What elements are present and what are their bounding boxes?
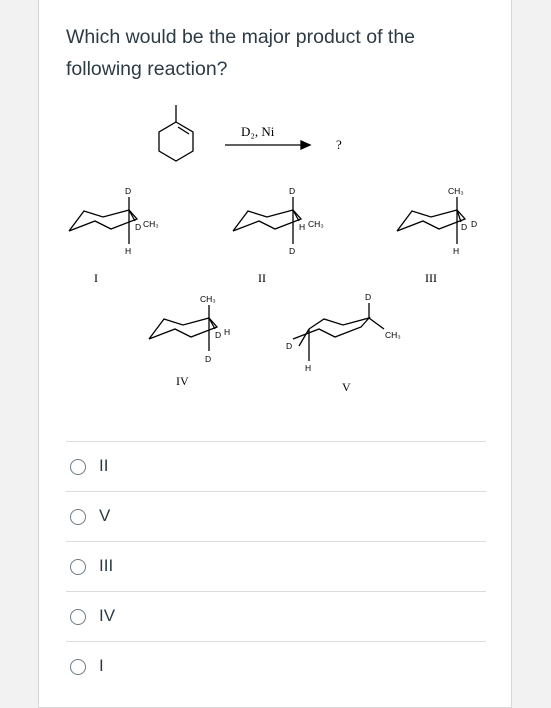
svg-text:CH₃: CH₃: [385, 330, 401, 340]
answer-options: [66, 441, 486, 691]
question-line-1: Which would be the major product of the: [66, 26, 416, 48]
option-iv[interactable]: [66, 591, 486, 641]
structure-label-ii: II: [258, 271, 266, 285]
cyclohexene-structure: [159, 105, 193, 161]
question-line-2: following reaction?: [66, 58, 228, 80]
svg-text:CH₃: CH₃: [143, 219, 159, 229]
chair-structure-iv: [149, 305, 217, 351]
radio-button[interactable]: [70, 659, 86, 675]
chair-structure-v: [293, 303, 384, 361]
structure-label-v: V: [342, 380, 351, 394]
svg-text:CH₃: CH₃: [448, 186, 464, 196]
svg-text:CH₃: CH₃: [308, 219, 324, 229]
svg-text:D: D: [365, 292, 372, 302]
chair-structure-iii: [397, 197, 468, 244]
option-iii[interactable]: [66, 541, 486, 591]
svg-text:H: H: [453, 246, 460, 256]
option-v[interactable]: [66, 491, 486, 541]
svg-text:D: D: [215, 330, 222, 340]
svg-text:H: H: [125, 246, 132, 256]
option-label: V: [99, 506, 111, 525]
option-label: II: [99, 456, 109, 475]
structure-label-iii: III: [425, 271, 437, 285]
option-ii[interactable]: [66, 441, 486, 491]
svg-text:D: D: [286, 341, 293, 351]
svg-text:D: D: [471, 219, 478, 229]
option-label: III: [99, 556, 114, 575]
radio-button[interactable]: [70, 509, 86, 525]
svg-text:H: H: [299, 222, 306, 232]
reaction-figure: [39, 0, 513, 429]
svg-text:D: D: [289, 186, 296, 196]
option-label: I: [99, 656, 104, 675]
svg-text:D: D: [461, 222, 468, 232]
reagent-label: D₂, Ni: [241, 124, 275, 139]
product-placeholder: ?: [336, 137, 342, 152]
svg-text:D: D: [135, 222, 142, 232]
question-card: [38, 0, 512, 708]
structure-label-iv: IV: [176, 374, 189, 388]
chair-structure-ii: [233, 197, 301, 244]
svg-text:H: H: [305, 363, 312, 373]
radio-button[interactable]: [70, 609, 86, 625]
option-i[interactable]: [66, 641, 486, 691]
radio-button[interactable]: [70, 559, 86, 575]
svg-text:H: H: [224, 327, 231, 337]
svg-text:D: D: [205, 354, 212, 364]
radio-button[interactable]: [70, 459, 86, 475]
chair-structure-i: [69, 197, 137, 244]
svg-text:CH₃: CH₃: [200, 294, 216, 304]
option-label: IV: [99, 606, 116, 625]
svg-text:D: D: [125, 186, 132, 196]
svg-text:D: D: [289, 246, 296, 256]
structure-label-i: I: [94, 271, 98, 285]
